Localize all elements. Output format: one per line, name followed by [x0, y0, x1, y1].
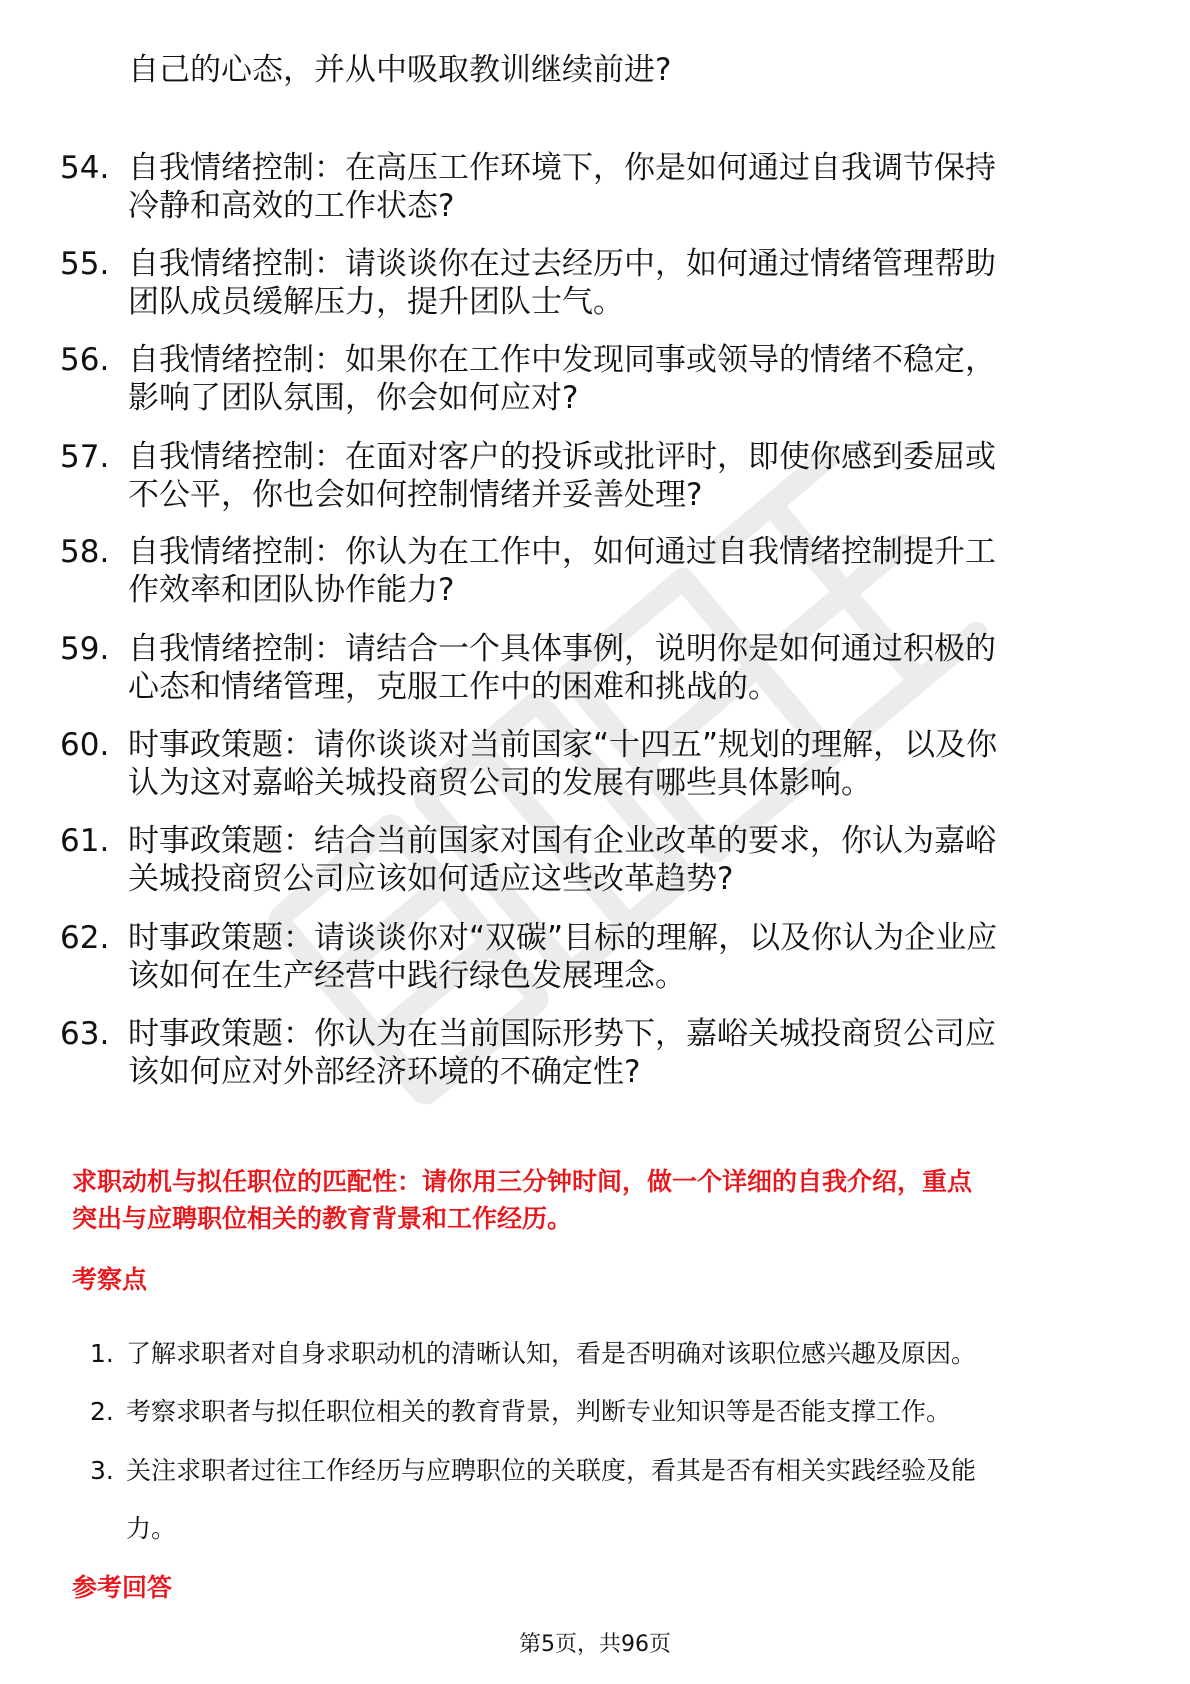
question-text-line1: 自我情绪控制：请谈谈你在过去经历中，如何通过情绪管理帮助	[128, 246, 996, 282]
inspection-points-label: 考察点	[72, 1265, 148, 1294]
point-number: 2.	[90, 1397, 114, 1426]
highlight-question	[72, 1163, 972, 1237]
question-text-line2: 心态和情绪管理，克服工作中的困难和挑战的。	[128, 669, 779, 705]
question-text-line2: 关城投商贸公司应该如何适应这些改革趋势?	[128, 861, 734, 897]
point-number: 3.	[90, 1456, 114, 1485]
question-text-line1: 自我情绪控制：请结合一个具体事例，说明你是如何通过积极的	[128, 631, 996, 667]
question-text-line1: 时事政策题：请谈谈你对“双碳”目标的理解，以及你认为企业应	[128, 920, 998, 956]
question-number: 57.	[60, 439, 110, 475]
reference-answer-label: 参考回答	[72, 1573, 173, 1602]
point-text-line1: 考察求职者与拟任职位相关的教育背景，判断专业知识等是否能支撑工作。	[126, 1397, 952, 1426]
question-number: 61.	[60, 823, 110, 859]
question-number: 55.	[60, 246, 110, 282]
page-footer: 第5页，共96页	[519, 1632, 671, 1657]
point-text-line1: 关注求职者过往工作经历与应聘职位的关联度，看其是否有相关实践经验及能	[126, 1456, 977, 1485]
highlight-question-line1: 求职动机与拟任职位的匹配性：请你用三分钟时间，做一个详细的自我介绍，重点	[72, 1167, 973, 1196]
question-number: 58.	[60, 534, 110, 570]
question-text-line2: 作效率和团队协作能力?	[128, 572, 455, 608]
question-number: 62.	[60, 920, 110, 956]
question-text-line2: 影响了团队氛围，你会如何应对?	[128, 380, 579, 416]
question-text-line1: 自我情绪控制：你认为在工作中，如何通过自我情绪控制提升工	[128, 534, 996, 570]
question-number: 56.	[60, 342, 110, 378]
question-text-line2: 不公平，你也会如何控制情绪并妥善处理?	[128, 477, 703, 513]
question-text-line1: 时事政策题：结合当前国家对国有企业改革的要求，你认为嘉峪	[128, 823, 996, 859]
question-number: 63.	[60, 1016, 110, 1052]
question-text-line2: 团队成员缓解压力，提升团队士气。	[128, 284, 624, 320]
point-number: 1.	[90, 1339, 114, 1368]
point-text-line2: 力。	[126, 1514, 177, 1543]
question-text-line2: 该如何在生产经营中践行绿色发展理念。	[128, 958, 686, 994]
point-text-line1: 了解求职者对自身求职动机的清晰认知，看是否明确对该职位感兴趣及原因。	[126, 1339, 977, 1368]
question-text-line2: 该如何应对外部经济环境的不确定性?	[128, 1054, 641, 1090]
question-text-line1: 自我情绪控制：如果你在工作中发现同事或领导的情绪不稳定，	[128, 342, 996, 378]
question-number: 59.	[60, 631, 110, 667]
question-text-line2: 认为这对嘉峪关城投商贸公司的发展有哪些具体影响。	[128, 765, 872, 801]
question-text-line1: 时事政策题：请你谈谈对当前国家“十四五”规划的理解，以及你	[128, 727, 998, 763]
question-text-line1: 自我情绪控制：在面对客户的投诉或批评时，即使你感到委屈或	[128, 439, 996, 475]
question-continuation: 自己的心态，并从中吸取教训继续前进?	[128, 52, 672, 88]
question-number: 60.	[60, 727, 110, 763]
question-number: 54.	[60, 150, 110, 186]
question-text-line1: 自我情绪控制：在高压工作环境下，你是如何通过自我调节保持	[128, 150, 996, 186]
question-text-line1: 时事政策题：你认为在当前国际形势下，嘉峪关城投商贸公司应	[128, 1016, 996, 1052]
question-text-line2: 冷静和高效的工作状态?	[128, 188, 455, 224]
highlight-question-line2: 突出与应聘职位相关的教育背景和工作经历。	[72, 1204, 573, 1233]
